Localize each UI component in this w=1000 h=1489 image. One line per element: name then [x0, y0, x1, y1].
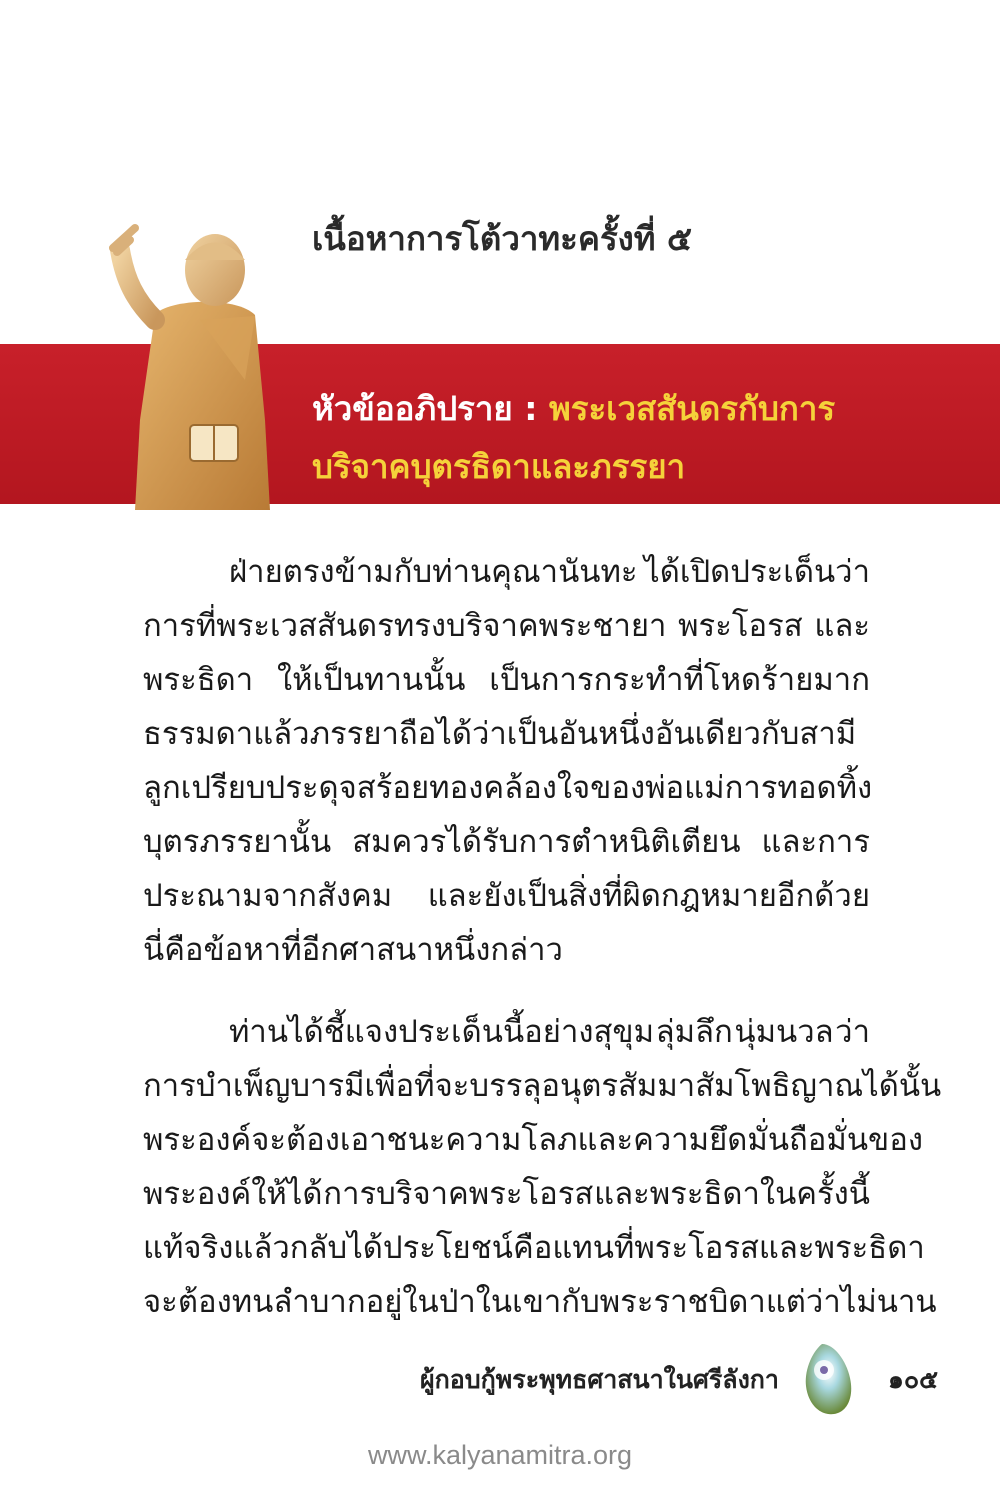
book-title: ผู้กอบกู้พระพุทธศาสนาในศรีลังกา: [420, 1365, 779, 1394]
text-word: ลูกเปรียบประดุจสร้อยทองคล้องใจของพ่อแม่: [143, 770, 725, 806]
text-word: ลุ่มลึก: [655, 1014, 733, 1050]
text-word: พระธิดา: [143, 662, 254, 698]
text-word: นี่คือข้อหาที่อีกศาสนาหนึ่งกล่าว: [143, 932, 563, 968]
text-word: ประณามจากสังคม: [143, 878, 393, 914]
text-line: [143, 599, 870, 653]
text-line: [143, 1005, 870, 1059]
text-word: ฝ่ายตรงข้ามกับท่านคุณานันทะ: [229, 554, 638, 590]
text-word: สมควรได้รับการตำหนิติเตียน: [352, 824, 741, 860]
text-word: ว่า: [835, 1014, 870, 1050]
text-word: คือ: [512, 1230, 553, 1266]
text-word: และ: [814, 608, 870, 644]
text-line: [143, 707, 870, 761]
text-word: การบำเพ็ญบารมีเพื่อที่จะบรรลุอนุตรสัมมาสัมโพธิญาณได้นั้น: [143, 1068, 942, 1104]
text-word: และยังเป็นสิ่งที่ผิดกฎหมายอีกด้วย: [427, 878, 870, 914]
topic-text-line2: บริจาคบุตรธิดาและภรรยา: [312, 447, 686, 486]
text-word: ให้เป็นทานนั้น: [277, 662, 466, 698]
text-line: [143, 1113, 923, 1167]
text-line: [143, 923, 870, 977]
text-word: แท้จริงแล้วกลับได้ประโยชน์: [143, 1230, 513, 1266]
text-word: จะต้องทนลำบากอยู่ในป่าในเขากับพระราชบิดา: [143, 1284, 766, 1320]
text-word: ได้เปิดประเด็นว่า: [644, 554, 870, 590]
text-line: [143, 815, 870, 869]
text-word: การที่พระเวสสันดรทรงบริจาคพระชายา: [143, 608, 667, 644]
topic-text-line1: พระเวสสันดรกับการ: [548, 389, 836, 428]
text-word: ท่านได้ชี้แจงประเด็นนี้อย่างสุขุม: [229, 1014, 655, 1050]
text-line: [143, 1167, 870, 1221]
text-word: นุ่มนวล: [734, 1014, 834, 1050]
text-word: แต่ว่าไม่นาน: [765, 1284, 937, 1320]
text-word: ธรรมดาแล้วภรรยาถือได้ว่าเป็นอันหนึ่งอันเดียวกับสามี: [143, 716, 857, 752]
text-line: [143, 1275, 937, 1329]
text-line: [143, 761, 873, 815]
text-word: การบริจาคพระโอรส: [323, 1176, 594, 1212]
text-word: และพระธิดาในครั้งนี้: [594, 1176, 870, 1212]
text-word: พระองค์ให้ได้: [143, 1176, 323, 1212]
text-word: เป็นการกระทำที่โหดร้ายมาก: [489, 662, 870, 698]
text-word: และการ: [761, 824, 870, 860]
monk-illustration: [95, 220, 315, 510]
text-word: และความยึดมั่นถือมั่นของ: [577, 1122, 923, 1158]
text-word: พระองค์จะต้องเอาชนะความโลภ: [143, 1122, 578, 1158]
page-number: ๑๐๕: [888, 1365, 939, 1394]
text-line: [143, 653, 870, 707]
topic-label: หัวข้ออภิปราย :: [312, 389, 538, 428]
text-line: [143, 869, 870, 923]
text-line: [143, 1059, 942, 1113]
text-word: บุตรภรรยานั้น: [143, 824, 332, 860]
text-word: การทอดทิ้ง: [724, 770, 873, 806]
sri-lanka-island-icon: [796, 1340, 860, 1418]
paragraph-1: [143, 545, 873, 977]
text-line: [143, 545, 870, 599]
text-word: พระโอรส: [678, 608, 803, 644]
text-word: แทนที่พระโอรสและพระธิดา: [552, 1230, 925, 1266]
paragraph-2: [143, 1005, 942, 1329]
website-watermark: www.kalyanamitra.org: [367, 1440, 633, 1470]
topic-heading: [312, 382, 835, 435]
chapter-title: เนื้อหาการโต้วาทะครั้งที่ ๕: [312, 219, 692, 258]
text-line: [143, 1221, 925, 1275]
